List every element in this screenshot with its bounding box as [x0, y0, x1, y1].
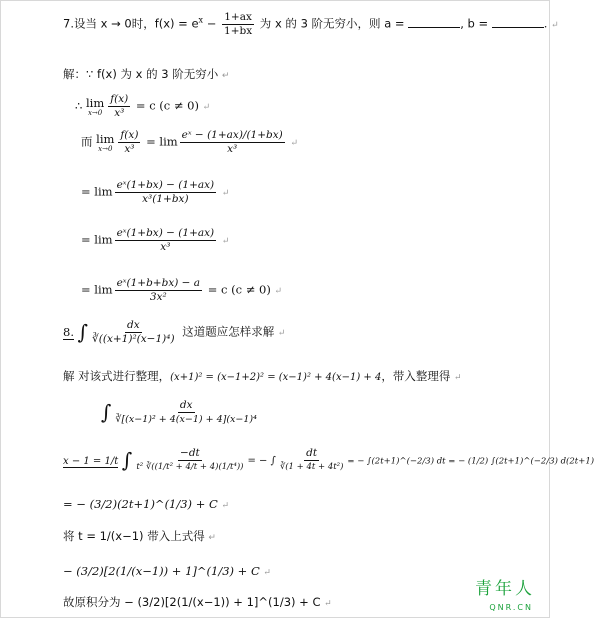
limit-sub: x→0: [87, 108, 103, 117]
problem-7: [63, 11, 559, 38]
problem-8-label: 8.: [63, 324, 74, 339]
return-arrow-icon: ↵: [551, 20, 559, 31]
solution-8-intro-math: (x+1)² = (x−1+2)² = (x−1)² + 4(x−1) + 4: [170, 372, 382, 383]
step-5-rhs: = c (c ≠ 0): [207, 282, 271, 297]
fraction: [115, 277, 203, 304]
return-arrow-icon: ↵: [277, 328, 286, 339]
return-arrow-icon: ↵: [263, 568, 271, 578]
return-arrow-icon: ↵: [274, 286, 283, 297]
return-arrow-icon: ↵: [221, 71, 230, 81]
limit-label: lim: [96, 131, 115, 146]
return-arrow-icon: ↵: [324, 599, 332, 609]
limit: [86, 97, 104, 117]
frac-num: eˣ(1+b+bx) − a: [116, 277, 201, 289]
problem-7-minus: −: [203, 16, 221, 31]
problem-7-b-label: , b =: [460, 16, 492, 31]
frac-den: 3x²: [149, 291, 167, 303]
substitution-lhs: x − 1 = 1/t: [63, 455, 119, 467]
therefore-symbol: ∴: [75, 98, 83, 113]
result-2-text: − (3/2)[2(1/(x−1)) + 1]^(1/3) + C: [63, 564, 260, 578]
fraction: [115, 227, 217, 254]
problem-7-end: .: [543, 16, 548, 31]
fraction: [113, 399, 259, 426]
problem-8: [63, 319, 285, 346]
return-arrow-icon: ↵: [290, 138, 298, 149]
solution-8-final: [63, 595, 332, 612]
frac-num: eˣ − (1+ax)/(1+bx): [181, 129, 283, 141]
integral-sign: ∫: [121, 448, 133, 472]
problem-8-question: 这道题应怎样求解: [182, 324, 275, 339]
fraction: [90, 319, 177, 346]
problem-7-frac-den: 1+bx: [224, 25, 253, 37]
solution-step-1: [75, 93, 210, 120]
frac-num: eˣ(1+bx) − (1+ax): [116, 227, 215, 239]
problem-7-prefix: 7.设当 x → 0时，f(x) = e: [63, 16, 199, 31]
limit-sub: x→0: [98, 144, 113, 153]
frac-den: x³: [124, 143, 135, 155]
watermark-logo-text: 青年人: [475, 579, 535, 599]
fraction: [108, 93, 130, 120]
fraction: [115, 179, 217, 206]
fraction: [278, 447, 346, 474]
return-arrow-icon: ↵: [221, 188, 230, 199]
final-answer-text: 故原积分为 − (3/2)[2(1/(x−1)) + 1]^(1/3) + C: [63, 595, 321, 609]
frac-num: f(x): [120, 129, 139, 141]
solution-8-result-2: [63, 564, 271, 581]
frac-num: −dt: [180, 447, 200, 459]
solution-intro: [63, 67, 229, 84]
watermark-logo-domain: QNR.CN: [489, 603, 533, 612]
frac-den: x³: [160, 241, 171, 253]
integral-sign: ∫: [101, 400, 112, 424]
step-2-mid: = lim: [146, 134, 178, 149]
step-4-prefix: = lim: [81, 232, 113, 247]
frac-num: dt: [306, 447, 318, 459]
fraction: [118, 129, 140, 156]
result-1-text: = − (3/2)(2t+1)^(1/3) + C: [63, 497, 218, 511]
return-arrow-icon: ↵: [208, 533, 216, 543]
problem-7-frac-num: 1+ax: [224, 11, 252, 23]
frac-num: dx: [179, 399, 193, 411]
frac-den: t² ∛((1/t² + 4/t + 4)(1/t⁴)): [136, 462, 244, 472]
solution-8-back-substitution: [63, 529, 216, 546]
solution-step-5: [81, 277, 282, 304]
answer-blank-b: [492, 16, 544, 28]
frac-den: ∛((x+1)²(x−1)⁴): [92, 333, 175, 345]
frac-den: ∛[(x−1)² + 4(x−1) + 4](x−1)⁴: [115, 414, 257, 425]
limit: [96, 133, 114, 153]
integral-2-rhs-1: = − ∫: [247, 455, 276, 467]
solution-8-intro: [63, 369, 462, 386]
solution-8-integral-1: [101, 399, 261, 426]
problem-7-exp: x: [198, 15, 204, 25]
frac-num: eˣ(1+bx) − (1+ax): [116, 179, 215, 191]
return-arrow-icon: ↵: [202, 102, 211, 113]
frac-den: x³: [227, 143, 238, 155]
step-1-rhs: = c (c ≠ 0): [135, 98, 199, 113]
solution-intro-text: 解：∵ f(x) 为 x 的 3 阶无穷小: [63, 67, 219, 81]
fraction: [180, 129, 285, 156]
frac-num: f(x): [110, 93, 129, 105]
solution-step-2: [81, 129, 298, 156]
solution-8-intro-end: ，带入整理得: [381, 369, 451, 383]
solution-8-intro-cn: 解 对该式进行整理，: [63, 369, 171, 383]
return-arrow-icon: ↵: [221, 236, 230, 247]
solution-step-3: [81, 179, 229, 206]
step-2-prefix: 而: [81, 134, 93, 149]
solution-8-result-1: [63, 497, 229, 514]
problem-7-mid: 为 x 的 3 阶无穷小，则 a =: [256, 16, 409, 31]
answer-blank-a: [408, 16, 460, 28]
step-5-prefix: = lim: [81, 282, 113, 297]
solution-step-4: [81, 227, 229, 254]
solution-8-substitution: [63, 447, 594, 474]
frac-den: x³: [114, 107, 125, 119]
return-arrow-icon: ↵: [221, 501, 229, 511]
step-3-prefix: = lim: [81, 184, 113, 199]
integral-sign: ∫: [77, 320, 89, 344]
fraction: [134, 447, 245, 474]
frac-num: dx: [126, 319, 140, 331]
back-substitution-text: 将 t = 1/(x−1) 带入上式得: [63, 529, 205, 543]
frac-den: x³(1+bx): [142, 193, 189, 205]
frac-den: ∛(1 + 4t + 4t²): [279, 462, 344, 472]
problem-7-fraction: [222, 11, 254, 38]
integral-2-rhs-2: = − ∫(2t+1)^(−2/3) dt = − (1/2) ∫(2t+1)^(−2/3) d(2t+1): [347, 456, 594, 467]
return-arrow-icon: ↵: [453, 373, 462, 383]
limit-label: lim: [85, 95, 105, 110]
